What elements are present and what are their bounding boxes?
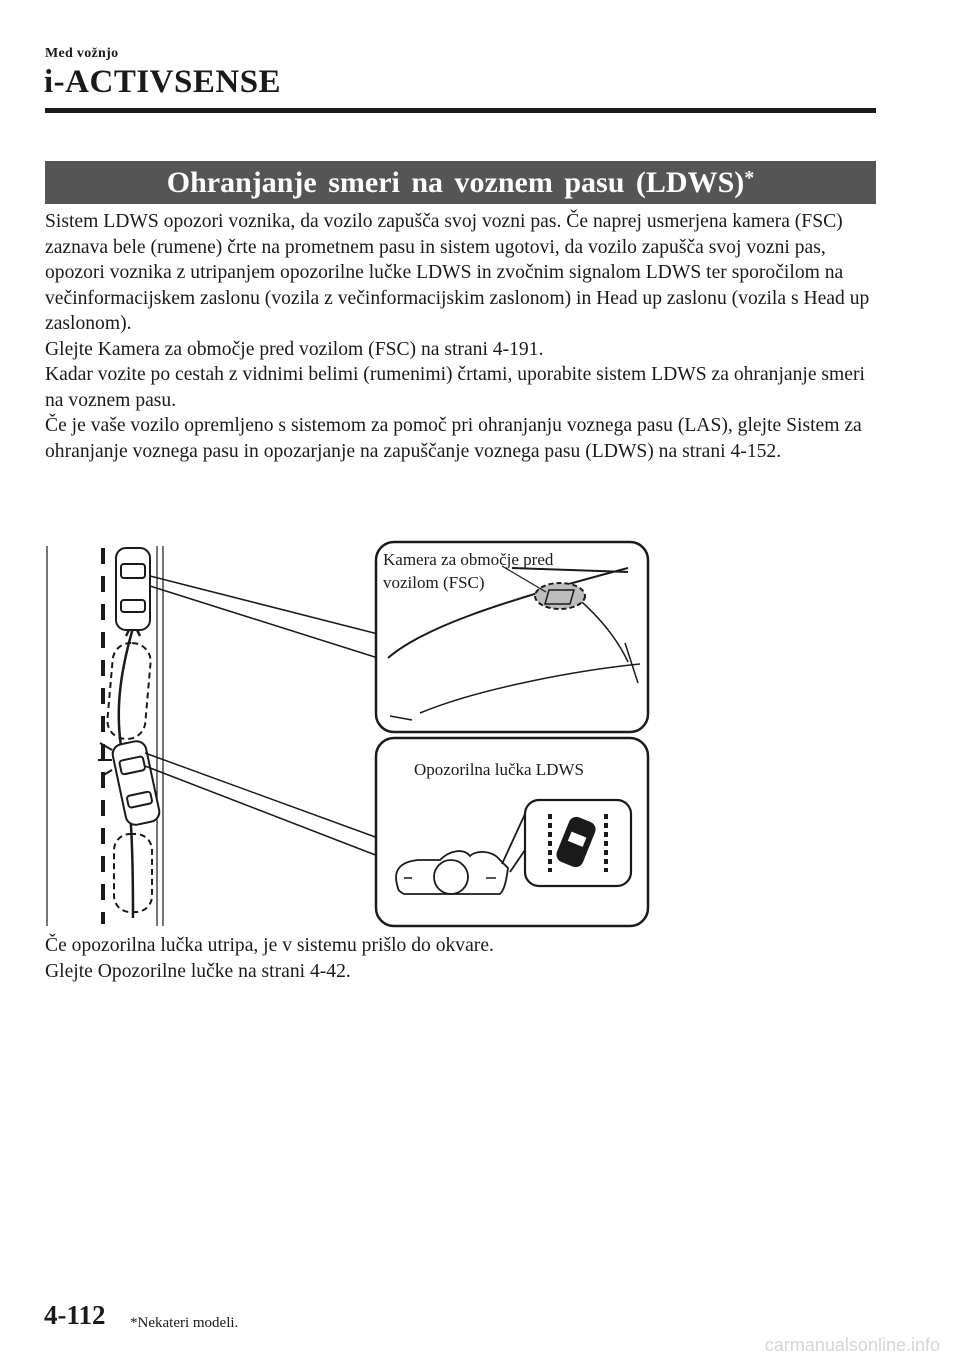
watermark[interactable]: carmanualsonline.info [764,1335,940,1355]
warning-light-label: Opozorilna lučka LDWS [414,760,584,779]
page-number: 4-112 [44,1300,106,1330]
callout-connectors [145,576,378,856]
paragraph-usage: Kadar vozite po cestah z vidnimi belimi (rumenimi) črtami, uporabite sistem LDWS za ohranjanje smeri na voznem pasu. [45,364,865,411]
section-title: i-ACTIVSENSE [44,64,282,100]
paragraph-fault: Če opozorilna lučka utripa, je v sistemu prišlo do okvare. [45,935,494,956]
paragraph-warning-lights-reference[interactable]: Glejte Opozorilne lučke na strani 4-42. [45,960,351,982]
camera-label-line1: Kamera za območje pred [383,550,554,569]
footnote-marker: * [744,167,755,189]
intro-text [45,209,885,464]
fault-text [45,933,885,984]
car-top-icon [116,548,150,630]
page-title-text: Ohranjanje smeri na voznem pasu (LDWS) [166,165,745,199]
camera-label-line2: vozilom (FSC) [383,573,485,592]
paragraph-description: Sistem LDWS opozori voznika, da vozilo zapušča svoj vozni pas. Če naprej usmerjena kamera (FSC) zaznava bele (rumene) črte na prometnem pasu in sistem ugotovi, da vozilo zapušča svoj vozni pas, opozori voznika z utripanjem opozorilne lučke LDWS in zvočnim signalom LDWS ter sporočilom na večinformacijskem zaslonu (vozila z večinformacijskim zaslonom) in Head up zaslonu (vozila s Head up zaslonom). [45,211,870,334]
page-title [45,161,876,204]
warning-light-panel [376,738,648,926]
car-drifting-icon [111,739,161,826]
camera-panel [376,542,648,732]
footnote: *Nekateri modeli. [130,1315,239,1331]
breadcrumb: Med vožnjo [45,46,119,61]
paragraph-las-reference[interactable]: Če je vaše vozilo opremljeno s sistemom za pomoč pri ohranjanju voznega pasu (LAS), glejte Sistem za ohranjanje voznega pasu in opozarjanje na zapuščanje voznega pasu (LDWS) na strani 4-152. [45,415,862,462]
ldws-diagram [40,538,660,928]
header-rule [45,108,876,113]
paragraph-camera-reference[interactable]: Glejte Kamera za območje pred vozilom (FSC) na strani 4-191. [45,338,544,360]
